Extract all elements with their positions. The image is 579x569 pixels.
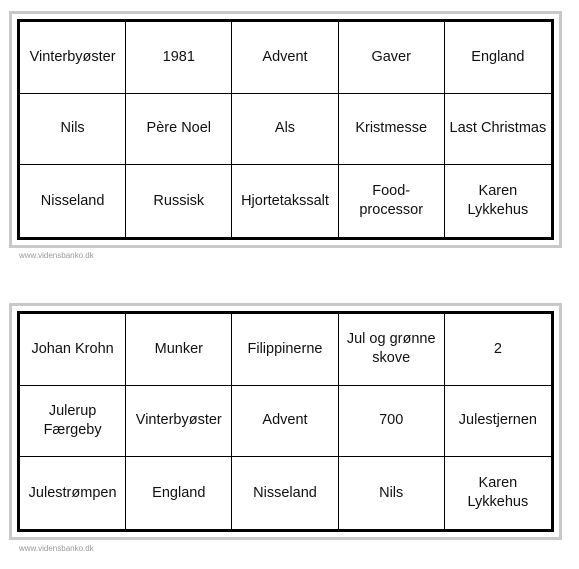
bingo-cell: Munker [126, 314, 232, 386]
bingo-cell: Advent [232, 386, 338, 458]
bingo-cell: Julerup Færgeby [20, 386, 126, 458]
bingo-cell: Als [232, 94, 338, 166]
bingo-cell: Julestjernen [445, 386, 551, 458]
bingo-cell: Nisseland [232, 457, 338, 529]
bingo-cell: Jul og grønne skove [339, 314, 445, 386]
bingo-cell: England [445, 22, 551, 94]
watermark: www.vidensbanko.dk [19, 251, 94, 260]
bingo-cell: Advent [232, 22, 338, 94]
bingo-cell: Nils [339, 457, 445, 529]
bingo-cell: Johan Krohn [20, 314, 126, 386]
bingo-card-1 [9, 11, 562, 248]
bingo-cell: Food- processor [339, 165, 445, 237]
bingo-cell: Russisk [126, 165, 232, 237]
bingo-cell: Gaver [339, 22, 445, 94]
bingo-cell: Filippinerne [232, 314, 338, 386]
bingo-cell: Kristmesse [339, 94, 445, 166]
bingo-cell: Nisseland [20, 165, 126, 237]
bingo-cell: England [126, 457, 232, 529]
bingo-cell: Hjortetakssalt [232, 165, 338, 237]
bingo-card-2 [9, 303, 562, 540]
bingo-cell: Vinterbyøster [126, 386, 232, 458]
bingo-cell: Julestrømpen [20, 457, 126, 529]
bingo-cell: 1981 [126, 22, 232, 94]
bingo-cell: Père Noel [126, 94, 232, 166]
bingo-cell: Nils [20, 94, 126, 166]
bingo-grid-2 [17, 311, 554, 532]
bingo-cell: Karen Lykkehus [467, 475, 529, 511]
watermark: www.vidensbanko.dk [19, 544, 94, 553]
bingo-cell: Last Christmas [445, 94, 551, 166]
bingo-cell: 700 [339, 386, 445, 458]
bingo-cell: Karen Lykkehus [467, 183, 529, 219]
bingo-cell: Vinterbyøster [20, 22, 126, 94]
bingo-cell: 2 [445, 314, 551, 386]
bingo-grid-1 [17, 19, 554, 240]
